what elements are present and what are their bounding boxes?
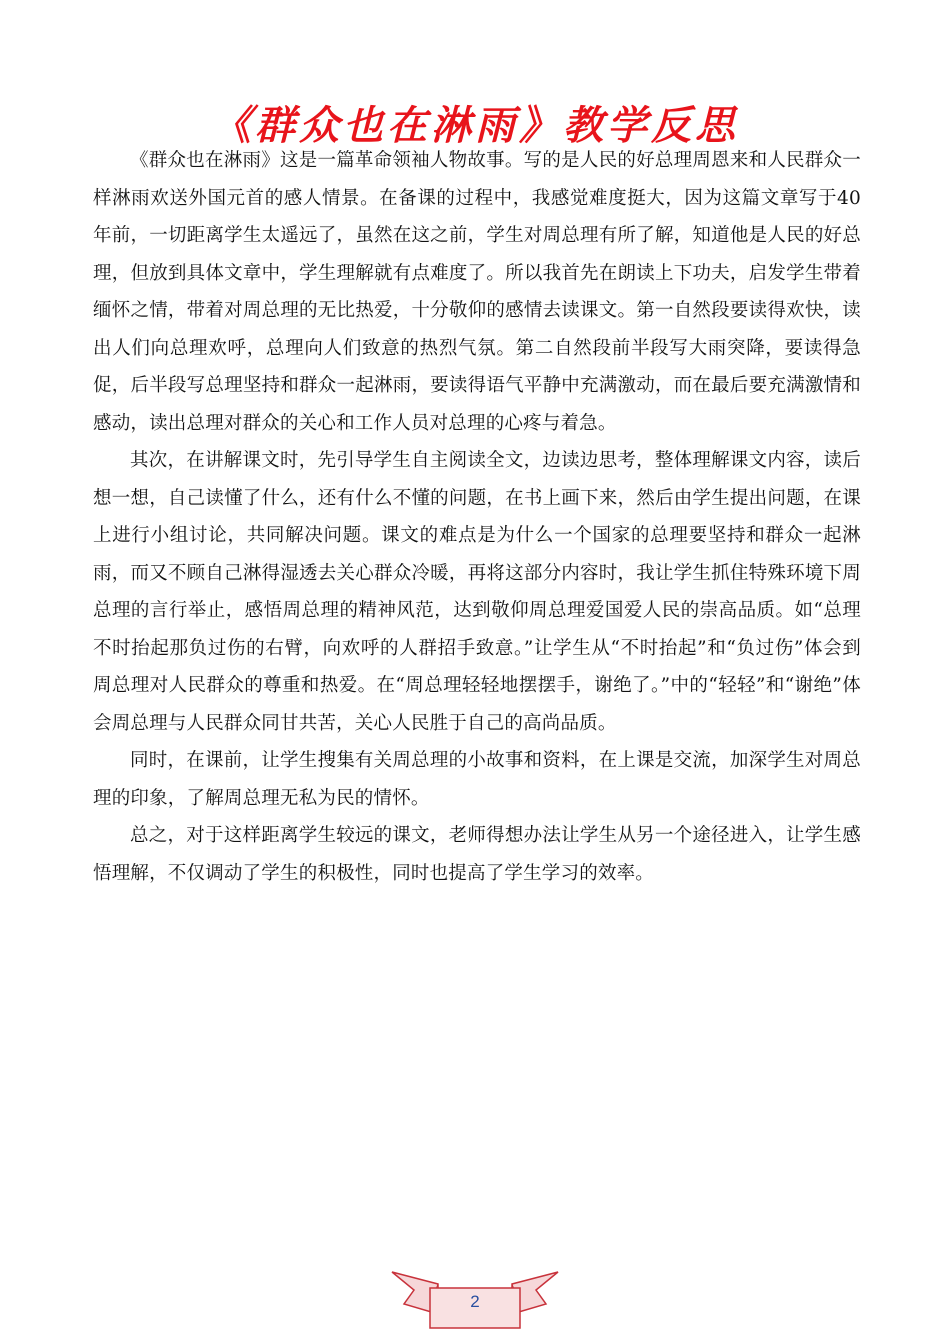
document-body [93,142,861,892]
document-title: 《群众也在淋雨》教学反思 [211,102,739,149]
paragraph-1: 《群众也在淋雨》这是一篇革命领袖人物故事。写的是人民的好总理周恩来和人民群众一样淋雨欢送外国元首的感人情景。在备课的过程中，我感觉难度挺大，因为这篇文章写于40年前，一切距离学生太遥远了，虽然在这之前，学生对周总理有所了解，知道他是人民的好总理，但放到具体文章中，学生理解就有点难度了。所以我首先在朗读上下功夫，启发学生带着缅怀之情，带着对周总理的无比热爱，十分敬仰的感情去读课文。第一自然段要读得欢快，读出人们向总理欢呼，总理向人们致意的热烈气氛。第二自然段前半段写大雨突降，要读得急促，后半段写总理坚持和群众一起淋雨，要读得语气平静中充满激动，而在最后要充满激情和感动，读出总理对群众的关心和工作人员对总理的心疼与着急。 [93,150,861,434]
page-footer [390,1262,560,1332]
page-number: 2 [470,1292,480,1311]
paragraph-2: 其次，在讲解课文时，先引导学生自主阅读全文，边读边思考，整体理解课文内容，读后想一想，自己读懂了什么，还有什么不懂的问题，在书上画下来，然后由学生提出问题，在课上进行小组讨论，共同解决问题。课文的难点是为什么一个国家的总理要坚持和群众一起淋雨，而又不顾自己淋得湿透去关心群众冷暖，再将这部分内容时，我让学生抓住特殊环境下周总理的言行举止，感悟周总理的精神风范，达到敬仰周总理爱国爱人民的崇高品质。如“总理不时抬起那负过伤的右臂，向欢呼的人群招手致意。”让学生从“不时抬起”和“负过伤”体会到周总理对人民群众的尊重和热爱。在“周总理轻轻地摆摆手，谢绝了。”中的“轻轻”和“谢绝”体会周总理与人民群众同甘共苦，关心人民胜于自己的高尚品质。 [93,450,861,734]
paragraph-4: 总之，对于这样距离学生较远的课文，老师得想办法让学生从另一个途径进入，让学生感悟理解，不仅调动了学生的积极性，同时也提高了学生学习的效率。 [93,825,861,884]
paragraph-3: 同时，在课前，让学生搜集有关周总理的小故事和资料，在上课是交流，加深学生对周总理的印象，了解周总理无私为民的情怀。 [93,750,861,809]
